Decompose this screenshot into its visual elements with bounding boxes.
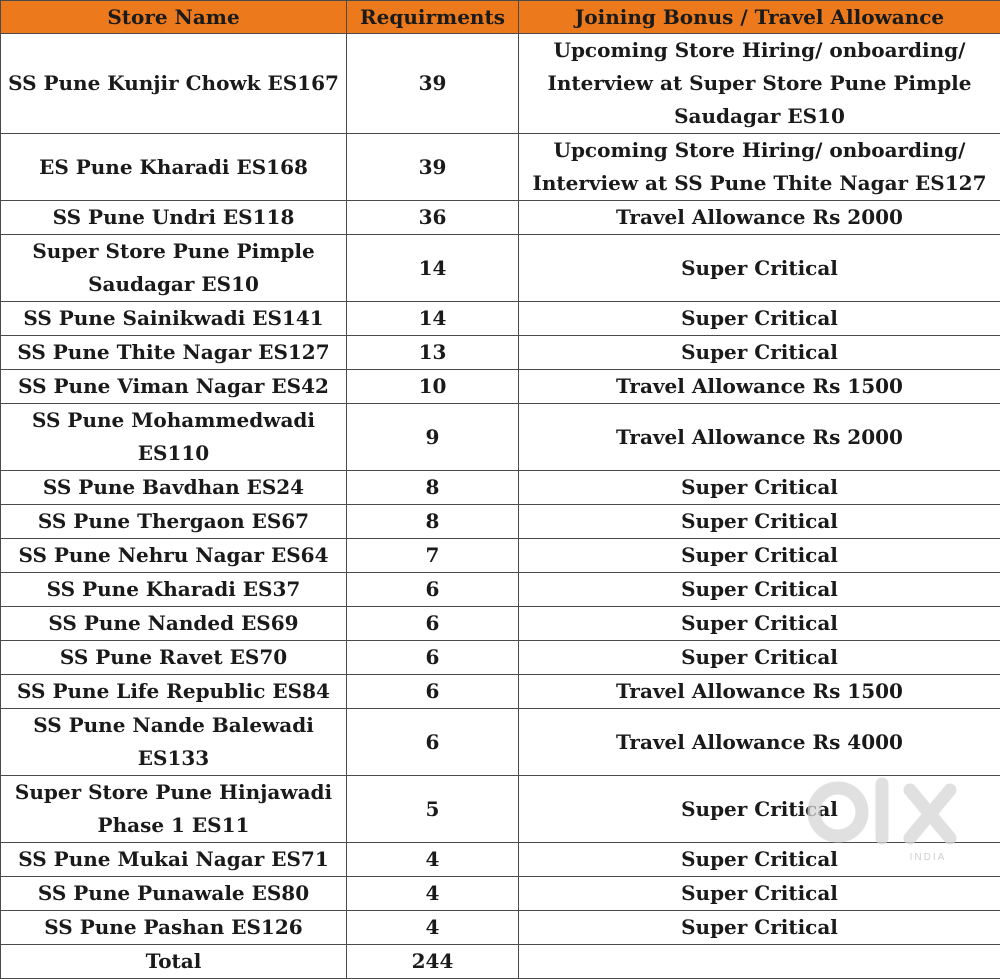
table-row <box>1 607 1000 641</box>
requirements-cell: 6 <box>347 709 519 776</box>
table-row <box>1 641 1000 675</box>
store-name-cell: SS Pune Kunjir Chowk ES167 <box>1 34 347 134</box>
store-name-cell: SS Pune Nanded ES69 <box>1 607 347 641</box>
table-row <box>1 877 1000 911</box>
watermark-sub-label: INDIA <box>910 852 947 863</box>
store-name-cell: SS Pune Mukai Nagar ES71 <box>1 843 347 877</box>
store-name-cell: SS Pune Bavdhan ES24 <box>1 471 347 505</box>
table-row <box>1 911 1000 945</box>
requirements-cell: 4 <box>347 911 519 945</box>
bonus-cell: Upcoming Store Hiring/ onboarding/ Interview at Super Store Pune Pimple Saudagar ES10 <box>519 34 1000 134</box>
requirements-cell: 7 <box>347 539 519 573</box>
requirements-cell: 14 <box>347 235 519 302</box>
store-name-cell: SS Pune Life Republic ES84 <box>1 675 347 709</box>
requirements-cell: 39 <box>347 134 519 201</box>
store-name-cell: SS Pune Kharadi ES37 <box>1 573 347 607</box>
total-label-cell: Total <box>1 945 347 979</box>
table-row <box>1 201 1000 235</box>
store-name-cell: SS Pune Mohammedwadi ES110 <box>1 404 347 471</box>
requirements-cell: 6 <box>347 641 519 675</box>
requirements-cell: 39 <box>347 34 519 134</box>
requirements-cell: 8 <box>347 505 519 539</box>
table-row <box>1 302 1000 336</box>
bonus-cell: Travel Allowance Rs 1500 <box>519 370 1000 404</box>
requirements-cell: 6 <box>347 573 519 607</box>
table-row <box>1 776 1000 843</box>
table-row <box>1 505 1000 539</box>
store-name-cell: SS Pune Nande Balewadi ES133 <box>1 709 347 776</box>
table-row <box>1 235 1000 302</box>
bonus-cell: Travel Allowance Rs 4000 <box>519 709 1000 776</box>
bonus-cell: Super Critical <box>519 505 1000 539</box>
bonus-cell: Super Critical <box>519 539 1000 573</box>
header-row <box>1 1 1000 34</box>
bonus-cell: Upcoming Store Hiring/ onboarding/ Interview at SS Pune Thite Nagar ES127 <box>519 134 1000 201</box>
store-name-cell: SS Pune Sainikwadi ES141 <box>1 302 347 336</box>
requirements-cell: 36 <box>347 201 519 235</box>
store-name-cell: SS Pune Pashan ES126 <box>1 911 347 945</box>
store-name-cell: Super Store Pune Hinjawadi Phase 1 ES11 <box>1 776 347 843</box>
requirements-cell: 10 <box>347 370 519 404</box>
requirements-cell: 13 <box>347 336 519 370</box>
header-store-name: Store Name <box>1 1 347 34</box>
requirements-cell: 8 <box>347 471 519 505</box>
bonus-cell: Super Critical <box>519 911 1000 945</box>
requirements-cell: 4 <box>347 843 519 877</box>
total-row <box>1 945 1000 979</box>
store-name-cell: SS Pune Thergaon ES67 <box>1 505 347 539</box>
requirements-cell: 4 <box>347 877 519 911</box>
store-name-cell: Super Store Pune Pimple Saudagar ES10 <box>1 235 347 302</box>
bonus-cell: Super Critical <box>519 843 1000 877</box>
table-row <box>1 843 1000 877</box>
table-row <box>1 709 1000 776</box>
store-name-cell: ES Pune Kharadi ES168 <box>1 134 347 201</box>
table-row <box>1 336 1000 370</box>
table-row <box>1 34 1000 134</box>
store-name-cell: SS Pune Undri ES118 <box>1 201 347 235</box>
bonus-cell: Travel Allowance Rs 2000 <box>519 201 1000 235</box>
table-row <box>1 370 1000 404</box>
header-requirements: Requirments <box>347 1 519 34</box>
requirements-cell: 6 <box>347 675 519 709</box>
table-row <box>1 539 1000 573</box>
bonus-cell: Super Critical <box>519 573 1000 607</box>
total-bonus-cell <box>519 945 1000 979</box>
store-name-cell: SS Pune Ravet ES70 <box>1 641 347 675</box>
requirements-cell: 9 <box>347 404 519 471</box>
requirements-cell: 5 <box>347 776 519 843</box>
store-name-cell: SS Pune Punawale ES80 <box>1 877 347 911</box>
bonus-cell: Super Critical <box>519 877 1000 911</box>
bonus-cell: Super Critical <box>519 235 1000 302</box>
store-name-cell: SS Pune Thite Nagar ES127 <box>1 336 347 370</box>
table-row <box>1 134 1000 201</box>
table-row <box>1 675 1000 709</box>
store-name-cell: SS Pune Nehru Nagar ES64 <box>1 539 347 573</box>
bonus-cell: Super Critical <box>519 776 1000 843</box>
total-value-cell: 244 <box>347 945 519 979</box>
bonus-cell: Travel Allowance Rs 2000 <box>519 404 1000 471</box>
requirements-cell: 6 <box>347 607 519 641</box>
table-row <box>1 404 1000 471</box>
bonus-cell: Super Critical <box>519 471 1000 505</box>
bonus-cell: Travel Allowance Rs 1500 <box>519 675 1000 709</box>
header-bonus: Joining Bonus / Travel Allowance <box>519 1 1000 34</box>
table-row <box>1 471 1000 505</box>
bonus-cell: Super Critical <box>519 336 1000 370</box>
bonus-cell: Super Critical <box>519 302 1000 336</box>
bonus-cell: Super Critical <box>519 641 1000 675</box>
table-row <box>1 573 1000 607</box>
requirements-cell: 14 <box>347 302 519 336</box>
bonus-cell: Super Critical <box>519 607 1000 641</box>
store-name-cell: SS Pune Viman Nagar ES42 <box>1 370 347 404</box>
